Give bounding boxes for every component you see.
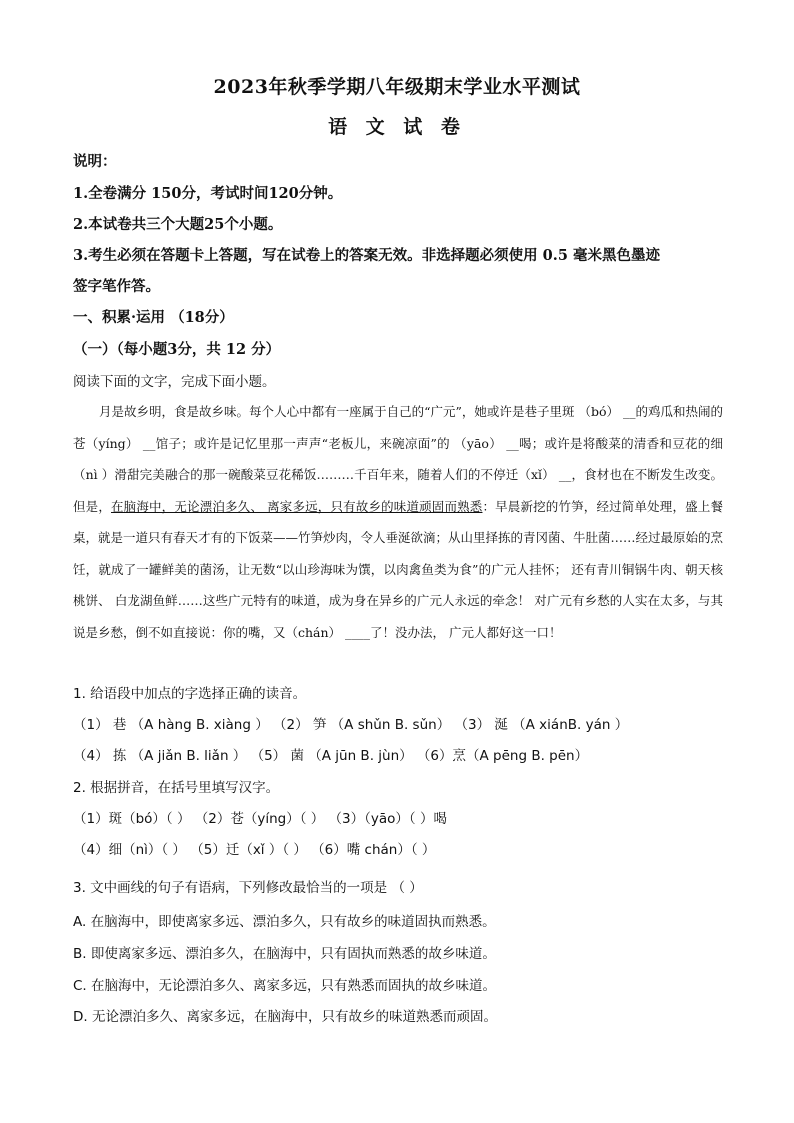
question-3-option: A. 在脑海中，即使离家多远、漂泊多久，只有故乡的味道固执而熟悉。 bbox=[73, 914, 496, 930]
question-3-option: D. 无论漂泊多久、离家多远，在脑海中，只有故乡的味道熟悉而顽固。 bbox=[73, 1009, 497, 1025]
exam-subtitle: 语 文 试 卷 bbox=[328, 116, 466, 138]
question-1-options: （1） 巷 （A hàng B. xiàng ） （2） 笋 （A shǔn B. sǔn） （3） 涎 （A xiánB. yán ） bbox=[73, 717, 629, 733]
exam-title: 2023年秋季学期八年级期末学业水平测试 bbox=[213, 76, 581, 98]
instruction-item: 1.全卷满分 150分，考试时间120分钟。 bbox=[73, 185, 343, 202]
instruction-item: 签字笔作答。 bbox=[73, 278, 160, 295]
question-2-blanks: （4）细（nì）（ ） （5）迁（xǐ ）（ ） （6）嘴 chán）（ ） bbox=[73, 842, 436, 858]
subsection-heading: （一）（每小题3分，共 12 分） bbox=[73, 341, 281, 358]
question-3-option: C. 在脑海中，无论漂泊多久、离家多远，只有熟悉而固执的故乡味道。 bbox=[73, 978, 497, 994]
passage-text: ：早晨新挖的竹笋，经过简单处理，盛上餐桌，就是一道只有春天才有的下饭菜——竹笋炒肉，令人垂涎欲滴；从山里择拣的青冈菌、牛肚菌……经过最原始的烹饪，就成了一罐鲜美的菌汤，让无数“以山珍海味为馔，以肉禽鱼类为食”的广元人挂怀； 还有青川铜锅牛肉、朝天核桃饼、 白龙湖鱼鲜……这些广元特有的味道，成为身在异乡的广元人永远的牵念！ 对广元有乡愁的人实在太多，与其说是乡愁，倒不如直接说：你的嘴，又（chán） ____了！没办法， 广元人都好这一口！ bbox=[73, 498, 724, 640]
reading-passage bbox=[73, 396, 723, 648]
question-3-stem: 3. 文中画线的句子有语病，下列修改最恰当的一项是 （ ） bbox=[73, 880, 423, 896]
question-2-stem: 2. 根据拼音，在括号里填写汉字。 bbox=[73, 780, 280, 796]
question-3-option: B. 即使离家多远、漂泊多久，在脑海中，只有固执而熟悉的故乡味道。 bbox=[73, 946, 496, 962]
instructions-heading: 说明： bbox=[73, 153, 117, 170]
underlined-sentence: 在脑海中，无论漂泊多久、 离家多远，只有故乡的味道顽固而熟悉 bbox=[111, 498, 483, 514]
section-heading: 一、积累·运用 （18分） bbox=[73, 309, 234, 326]
question-1-stem: 1. 给语段中加点的字选择正确的读音。 bbox=[73, 686, 307, 702]
instruction-item: 3.考生必须在答题卡上答题，写在试卷上的答案无效。非选择题必须使用 0.5 毫米黑色墨迹 bbox=[73, 247, 660, 264]
instruction-item: 2.本试卷共三个大题25个小题。 bbox=[73, 216, 283, 233]
passage-text: 月是故乡明，食是故乡味。每个人心中都有一座属于自己的“广元”，她或许是巷子里斑 （bó） __的鸡瓜和热闹的苍（yíng） __馆子；或许是记忆里那一声声“老板儿，来碗凉面”的 （yāo） __喝；或许是将酸菜的清香和豆花的细 （nì ）滑甜完美融合的那一碗酸菜豆花稀饭………千百年来，随着人们的不停迁（xǐ） __，食材也在不断发生改变。但是， bbox=[73, 404, 723, 514]
reading-lead: 阅读下面的文字，完成下面小题。 bbox=[73, 374, 276, 390]
question-2-blanks: （1）斑（bó）（ ） （2）苍（yíng）（ ） （3）（yāo）（ ）喝 bbox=[73, 811, 447, 827]
question-1-options: （4） 拣 （A jiǎn B. liǎn ） （5） 菌 （A jūn B. jùn） （6）烹（A pēng B. pēn） bbox=[73, 748, 589, 764]
